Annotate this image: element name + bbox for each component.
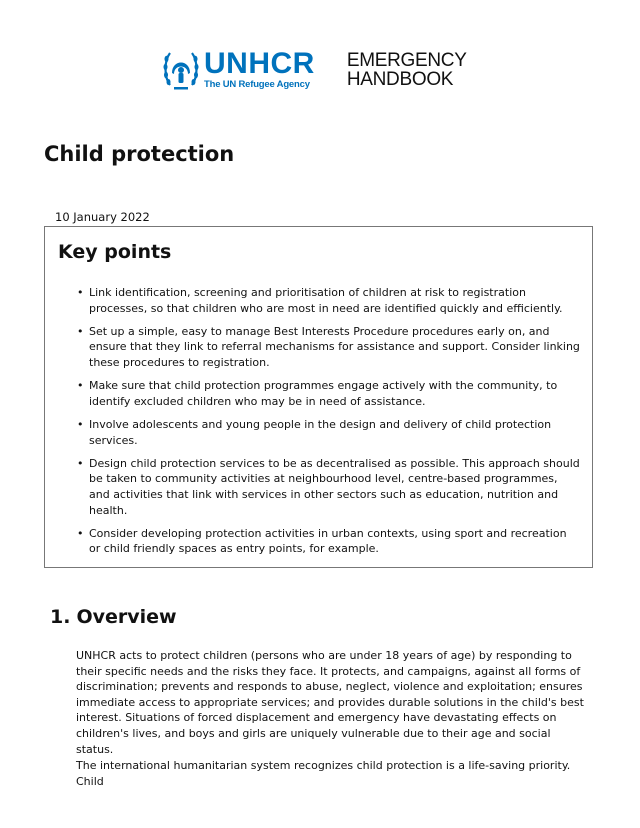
section-number: 1. [50,606,71,628]
key-points-heading: Key points [58,241,172,263]
unhcr-logo [162,47,315,93]
publish-date: 10 January 2022 [55,210,150,224]
org-tagline: The UN Refugee Agency [204,79,310,90]
section-title: Overview [76,606,177,628]
page-title: Child protection [44,142,235,166]
unhcr-emblem-icon [162,47,200,93]
overview-paragraph: The international humanitarian system recognizes child protection is a life-saving priority. Child [76,759,571,788]
header [162,46,467,94]
overview-paragraph: UNHCR acts to protect children (persons who are under 18 years of age) by responding to their specific needs and the risks they face. It protects, and campaigns, against all forms of discrimination; prevents and responds to abuse, neglect, violence and exploitation; ensures immediate access to appropriate services; and provides durable solutions in the child's best interest. Situations of forced displacement and emergency have devastating effects on children's lives, and boys and girls are uniquely vulnerable due to their age and social status. [76,649,584,756]
key-points-list [75,285,581,564]
key-points-box [44,226,593,568]
key-point-item: • Link identification, screening and prioritisation of children at risk to registration processes, so that children who are most in need are identified quickly and efficiently. [75,285,581,316]
handbook-line1: EMERGENCY [346,50,467,71]
handbook-line2: HANDBOOK [346,69,454,90]
key-point-item: • Set up a simple, easy to manage Best Interests Procedure procedures early on, and ensure that they link to referral mechanisms for assistance and support. Consider linking these procedures to registration. [75,324,581,371]
key-point-item: • Involve adolescents and young people in the design and delivery of child protection services. [75,417,581,448]
org-name: UNHCR [204,47,315,80]
handbook-logo [347,51,467,89]
key-point-item: • Consider developing protection activities in urban contexts, using sport and recreation or child friendly spaces as entry points, for example. [75,526,581,557]
key-point-item: • Make sure that child protection programmes engage actively with the community, to identify excluded children who may be in need of assistance. [75,378,581,409]
overview-heading [50,606,177,628]
key-point-item: • Design child protection services to be as decentralised as possible. This approach should be taken to community activities at neighbourhood level, centre-based programmes, and activities that link with services in other sectors such as education, nutrition and health. [75,456,581,518]
